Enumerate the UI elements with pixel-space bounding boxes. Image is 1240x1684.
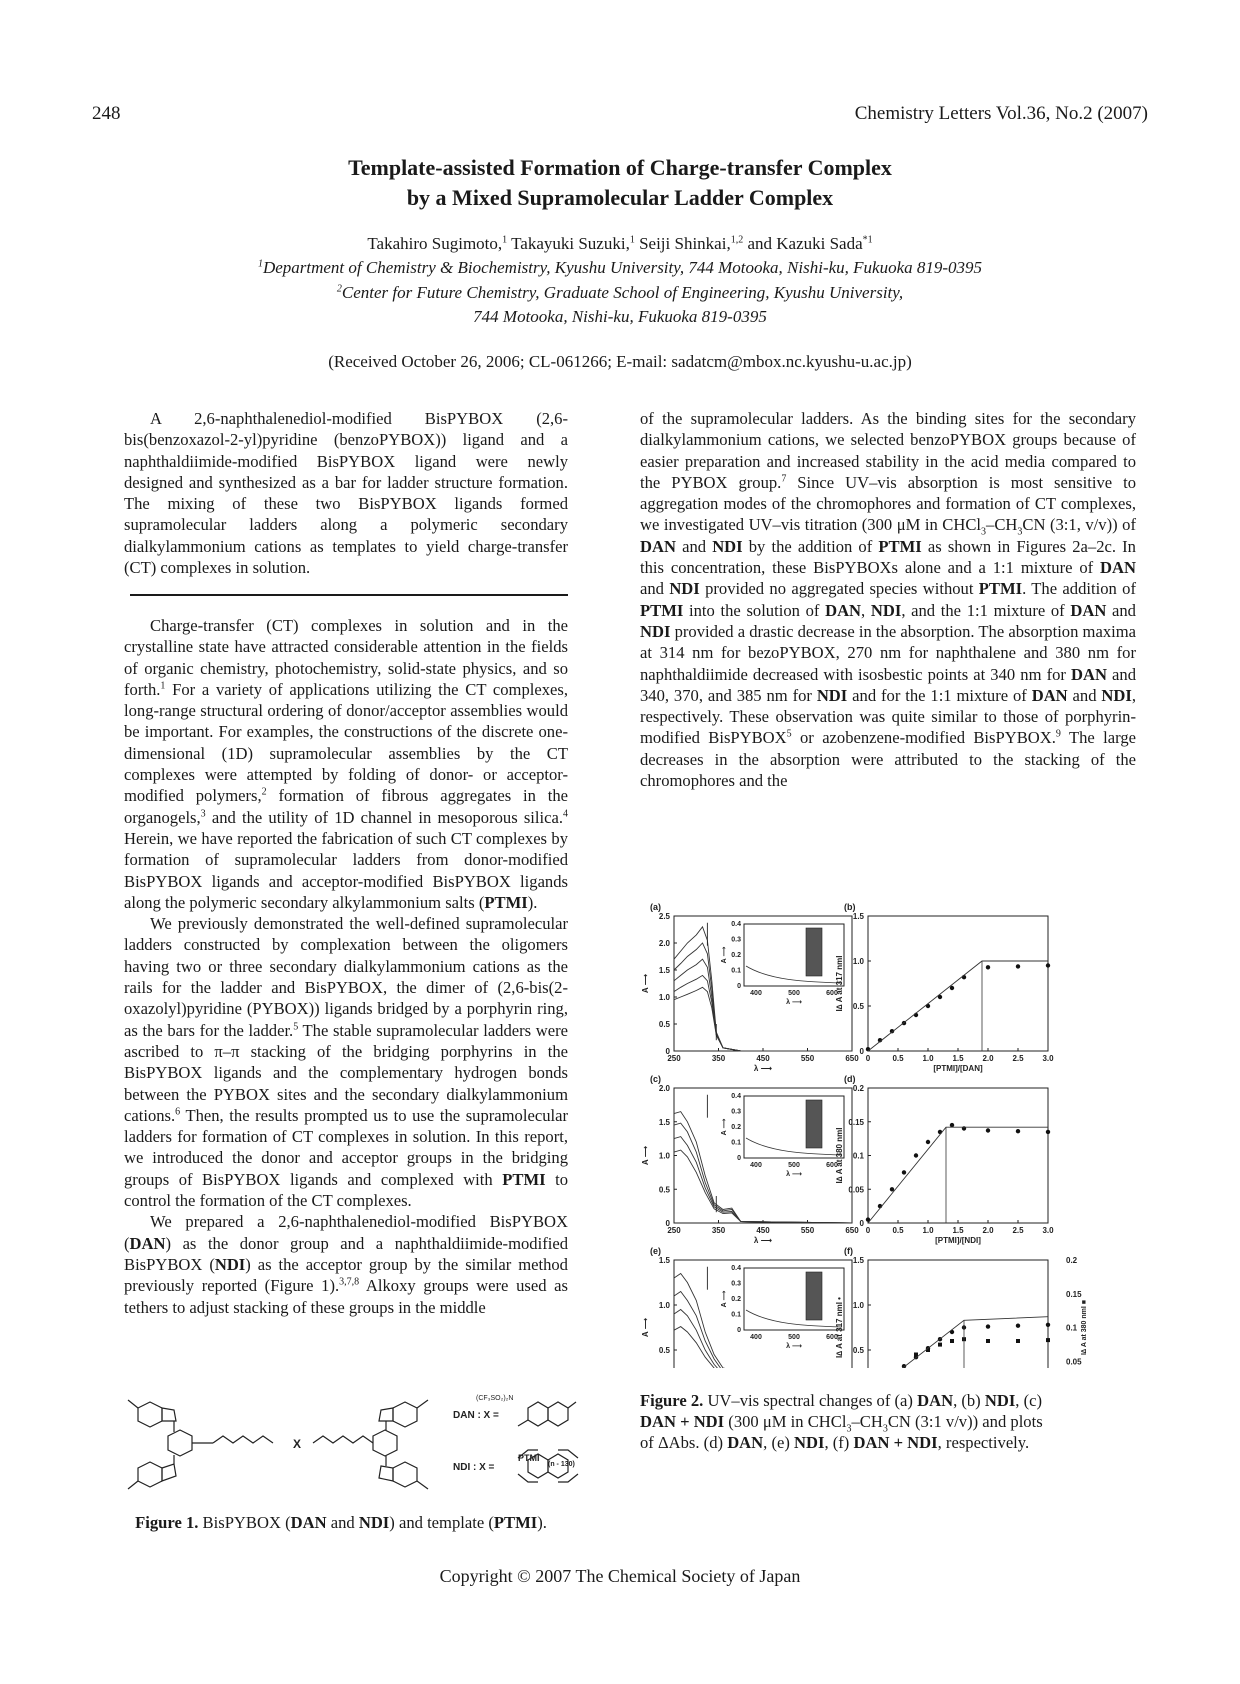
panel-2-inset-frame bbox=[744, 1096, 844, 1158]
panel-0-ylabel: A ⟶ bbox=[641, 973, 650, 994]
panel-3-xtick-label: 3.0 bbox=[1042, 1226, 1054, 1235]
aff-1-text: Department of Chemistry & Biochemistry, Kyushu University, 744 Motooka, Nishi-ku, Fukuoka 819-0395 bbox=[262, 258, 983, 277]
panel-0-xtick-label: 250 bbox=[667, 1054, 681, 1063]
copyright-footer: Copyright © 2007 The Chemical Society of Japan bbox=[439, 1566, 801, 1586]
panel-3-data-point bbox=[938, 1130, 942, 1134]
panel-1-xtick-label: 1.5 bbox=[952, 1054, 964, 1063]
panel-5-data-point bbox=[1016, 1324, 1020, 1328]
panel-2-ytick-label: 1.0 bbox=[658, 1151, 670, 1161]
figure-2-caption bbox=[640, 1390, 1136, 1453]
panel-3-ytick-label: 0.05 bbox=[848, 1185, 864, 1195]
panel-1-fit-line bbox=[868, 961, 1048, 1051]
panel-4-inset-xtick: 500 bbox=[788, 1334, 800, 1341]
panel-5-y2tick-label: 0.05 bbox=[1066, 1357, 1082, 1367]
panel-1-xtick-label: 3.0 bbox=[1042, 1054, 1054, 1063]
author-2-sup: 1 bbox=[629, 234, 635, 246]
aff-2-text: Center for Future Chemistry, Graduate School of Engineering, Kyushu University, bbox=[341, 283, 904, 302]
panel-0-inset-xlabel: λ ⟶ bbox=[786, 999, 802, 1006]
paragraph-right: of the supramolecular ladders. As the binding sites for the secondary dialkylammonium cations, we selected benzoPYBOX groups because of easier preparation and increased stability in the acid media compared to the PYBOX group.$^7$ Since UV–vis absorption is most sensitive to aggregation modes of the chromophores and formation of CT complexes, we investigated UV–vis titration (300 μM in $CHCl_3-CH_3CN$ (3:1, v/v)) of DAN and NDI by the addition of PTMI as shown in Figures 2a–2c. In this concentration, these BisPYBOXs alone and a 1:1 mixture of DAN and NDI provided no aggregated species without PTMI. The addition of PTMI into the solution of DAN, NDI, and the 1:1 mixture of DAN and NDI provided a drastic decrease in the absorption. The absorption maxima at 314 nm for bezoPYBOX, 270 nm for naphthalene and 380 nm for naphthaldiimide decreased with isosbestic points at 340 nm for DAN and 340, 370, and 385 nm for NDI and for the 1:1 mixture of DAN and NDI, respectively. These observation was quite similar to those of porphyrin-modified BisPYBOX$^5$ or azobenzene-modified BisPYBOX.$^9$ The large decreases in the absorption were attributed to the stacking of the chromophores and the bbox=[640, 409, 1137, 791]
panel-0-inset-frame bbox=[744, 924, 844, 986]
panel-5-data-point-2 bbox=[938, 1343, 942, 1347]
panel-3-ytick-label: 0 bbox=[859, 1219, 864, 1228]
panel-4-inset-ytick: 0 bbox=[737, 1327, 741, 1334]
panel-1-data-point bbox=[1016, 964, 1020, 968]
panel-0-inset-ytick: 0.4 bbox=[731, 921, 741, 928]
panel-2-inset-ytick: 0.4 bbox=[731, 1093, 741, 1100]
panel-0-inset-xtick: 600 bbox=[826, 990, 838, 997]
panel-5-label: (f) bbox=[844, 1246, 853, 1256]
journal-header: Chemistry Letters Vol.36, No.2 (2007) bbox=[854, 103, 1148, 124]
panel-3-data-point bbox=[950, 1123, 954, 1127]
author-3-sup: 1,2 bbox=[730, 234, 744, 246]
panel-3-xtick-label: 1.0 bbox=[922, 1226, 934, 1235]
panel-0-inset-photo bbox=[806, 928, 822, 976]
panel-0-ytick-label: 0 bbox=[665, 1047, 670, 1056]
panel-4-series-line bbox=[674, 1327, 852, 1368]
figure-1-svg bbox=[118, 1388, 598, 1510]
panel-5-frame bbox=[868, 1260, 1048, 1368]
panel-4-inset-ytick: 0.2 bbox=[731, 1296, 741, 1303]
author-4: and Kazuki Sada bbox=[743, 234, 863, 253]
affiliation-2 bbox=[0, 281, 1240, 305]
author-1: Takahiro Sugimoto, bbox=[367, 234, 503, 253]
panel-2-ylabel: A ⟶ bbox=[641, 1145, 650, 1166]
panel-0-ytick-label: 2.0 bbox=[658, 939, 670, 948]
panel-4-ytick-label: 0.5 bbox=[658, 1346, 670, 1355]
panel-2-xlabel: λ ⟶ bbox=[753, 1236, 773, 1245]
panel-3-xtick-label: 1.5 bbox=[952, 1226, 964, 1235]
paragraph-2: We previously demonstrated the well-defined supramolecular ladders constructed by complexation between the oligomers having two or three secondary dialkylammonium cations as the rails for the ladder and BisPYBOX, the dimer of (2,6-bis(2-oxazolyl)pyridine (PYBOX)) ligands bridged by a porphyrin ring, as the bars for the ladder.$^5$ The stable supramolecular ladders were ascribed to π–π stacking of the bridging porphyrins in the BisPYBOX ligands and the complementary hydrogen bonds between the PYBOX sites and the secondary dialkylammonium cations.$^6$ Then, the results prompted us to use the supramolecular ladders for formation of CT complexes in solution. In this report, we introduced the donor and acceptor groups in the bridging groups of BisPYBOX ligands and complexed with PTMI to control the formation of the CT complexes. bbox=[124, 914, 568, 1211]
panel-0-inset-xtick: 500 bbox=[788, 990, 800, 997]
panel-2-label: (c) bbox=[650, 1074, 661, 1084]
panel-3-data-point bbox=[1046, 1130, 1050, 1134]
panel-4-inset-ytick: 0.3 bbox=[731, 1280, 741, 1288]
panel-1-xtick-label: 0 bbox=[865, 1054, 871, 1063]
panel-2-ytick-label: 2.0 bbox=[658, 1084, 670, 1093]
panel-4-ytick-label: 1.5 bbox=[658, 1256, 670, 1265]
panel-3-ytick-label: 0.1 bbox=[852, 1151, 864, 1161]
figure-2 bbox=[636, 898, 1140, 1368]
ndi-label: NDI : X = bbox=[453, 1462, 495, 1473]
panel-5-data-point bbox=[1046, 1323, 1050, 1327]
aff-1-sup: 1 bbox=[257, 258, 263, 270]
figure-2-svg bbox=[636, 898, 1140, 1368]
panel-4-inset-frame bbox=[744, 1268, 844, 1330]
panel-3-ylabel: I∆ A at 380 nmI bbox=[835, 1127, 844, 1184]
panel-5-y2-label: I∆ A at 380 nmI ■ bbox=[1081, 1299, 1088, 1356]
panel-3-fit-line bbox=[868, 1127, 1048, 1223]
panel-4-inset-xtick: 400 bbox=[750, 1334, 762, 1341]
panel-2-ytick-label: 0.5 bbox=[658, 1185, 670, 1195]
panel-3-xtick-label: 2.0 bbox=[982, 1226, 994, 1235]
affiliation-1 bbox=[0, 256, 1240, 280]
panel-0-inset-xtick: 400 bbox=[750, 990, 762, 997]
panel-1-xlabel: [PTMI]/[DAN] bbox=[933, 1064, 983, 1073]
aff-2-sup: 2 bbox=[336, 283, 342, 295]
panel-1-xtick-label: 2.5 bbox=[1012, 1054, 1024, 1063]
panel-0-ytick-label: 0.5 bbox=[658, 1020, 670, 1029]
panel-1-xtick-label: 2.0 bbox=[982, 1054, 994, 1063]
panel-1-ylabel: I∆ A at 317 nmI bbox=[835, 955, 844, 1012]
abstract-divider bbox=[130, 594, 568, 596]
panel-5-ytick-label: 1.5 bbox=[852, 1256, 864, 1265]
panel-4-inset-ytick: 0.4 bbox=[731, 1265, 741, 1272]
panel-2-ytick-label: 1.5 bbox=[658, 1117, 670, 1127]
received-line: (Received October 26, 2006; CL-061266; E-mail: sadatcm@mbox.nc.kyushu-u.ac.jp) bbox=[328, 352, 912, 371]
panel-5-y2tick-label: 0.15 bbox=[1066, 1289, 1082, 1299]
panel-3-data-point bbox=[1016, 1129, 1020, 1133]
panel-0-series-line bbox=[674, 975, 852, 1051]
panel-1-label: (b) bbox=[844, 902, 856, 912]
panel-2-ytick-label: 0 bbox=[665, 1219, 670, 1228]
title-line-1: Template-assisted Formation of Charge-transfer Complex bbox=[348, 155, 892, 180]
panel-5-data-point-2 bbox=[986, 1339, 990, 1343]
panel-0-ytick-label: 2.5 bbox=[658, 912, 670, 921]
right-column bbox=[640, 408, 1136, 791]
fig2-caption-line1: Figure 2. UV–vis spectral changes of (a) DAN, (b) NDI, (c) bbox=[640, 1391, 1043, 1410]
x-label: X bbox=[293, 1437, 302, 1451]
panel-3-label: (d) bbox=[844, 1074, 856, 1084]
panel-5-fit-line bbox=[868, 1317, 1048, 1368]
panel-0-ytick-label: 1.5 bbox=[658, 966, 670, 975]
panel-3-data-point bbox=[926, 1140, 930, 1144]
panel-4-ylabel: A ⟶ bbox=[641, 1317, 650, 1338]
panel-4-inset-xtick: 600 bbox=[826, 1334, 838, 1341]
panel-1-ytick-label: 1.0 bbox=[852, 957, 864, 966]
panel-0-inset-ytick: 0.2 bbox=[731, 952, 741, 959]
panel-2-inset-photo bbox=[806, 1100, 822, 1148]
panel-0-inset-ytick: 0 bbox=[737, 983, 741, 990]
counterion: (CF₃SO₂)₂N bbox=[476, 1395, 514, 1402]
panel-5-y2tick-label: 0.1 bbox=[1066, 1323, 1078, 1333]
panel-0-inset-ytick: 0.3 bbox=[731, 936, 741, 944]
panel-1-ytick-label: 0.5 bbox=[852, 1002, 864, 1011]
panel-1-xtick-label: 1.0 bbox=[922, 1054, 934, 1063]
panel-2-inset-xlabel: λ ⟶ bbox=[786, 1171, 802, 1178]
panel-5-data-point-2 bbox=[1016, 1339, 1020, 1343]
panel-0-ytick-label: 1.0 bbox=[658, 993, 670, 1002]
panel-4-inset-ytick: 0.1 bbox=[731, 1311, 741, 1319]
panel-3-data-point bbox=[914, 1153, 918, 1157]
panel-2-inset-ytick: 0 bbox=[737, 1155, 741, 1162]
panel-4-inset-xlabel: λ ⟶ bbox=[786, 1343, 802, 1350]
dan-label: DAN : X = bbox=[453, 1410, 499, 1421]
figure-1-caption: Figure 1. BisPYBOX (DAN and NDI) and template (PTMI). bbox=[135, 1513, 547, 1532]
panel-0-xlabel: λ ⟶ bbox=[753, 1064, 773, 1073]
panel-3-data-point bbox=[986, 1128, 990, 1132]
ptmi-sub: (n - 130) bbox=[548, 1461, 575, 1468]
panel-2-xtick-label: 450 bbox=[756, 1226, 770, 1235]
panel-1-data-point bbox=[986, 965, 990, 969]
author-3: Seiji Shinkai, bbox=[634, 234, 731, 253]
fig2-caption-line3: of ΔAbs. (d) DAN, (e) NDI, (f) DAN + NDI, respectively. bbox=[640, 1433, 1030, 1452]
panel-2-inset-ytick: 0.1 bbox=[731, 1139, 741, 1147]
ptmi-label: PTMI bbox=[518, 1453, 540, 1463]
panel-3-xtick-label: 2.5 bbox=[1012, 1226, 1024, 1235]
panel-2-inset-xtick: 400 bbox=[750, 1162, 762, 1169]
panel-3-xtick-label: 0 bbox=[865, 1226, 871, 1235]
panel-0-inset-ytick: 0.1 bbox=[731, 967, 741, 975]
panel-5-ytick-label: 1.0 bbox=[852, 1301, 864, 1310]
author-4-sup: *1 bbox=[862, 234, 873, 246]
panel-5-data-point bbox=[986, 1324, 990, 1328]
panel-5-ylabel: I∆ A at 317 nmI • bbox=[835, 1297, 844, 1358]
panel-4-inset-photo bbox=[806, 1272, 822, 1320]
panel-5-data-point-2 bbox=[1046, 1338, 1050, 1342]
panel-0-label: (a) bbox=[650, 902, 661, 912]
panel-3-frame bbox=[868, 1088, 1048, 1223]
abstract-text: A 2,6-naphthalenediol-modified BisPYBOX (2,6-bis(benzoxazol-2-yl)pyridine (benzoPYBOX)) ligand and a naphthaldiimide-modified BisPYBOX ligand were newly designed and synthesized as a bar for ladder structure formation. The mixing of these two BisPYBOX ligands formed supramolecular ladders along a polymeric secondary dialkylammonium cations as templates to yield charge-transfer (CT) complexes in solution. bbox=[124, 409, 568, 578]
panel-5-data-point-2 bbox=[914, 1353, 918, 1357]
panel-1-data-point bbox=[1046, 963, 1050, 967]
panel-4-label: (e) bbox=[650, 1246, 661, 1256]
panel-2-inset-ytick: 0.3 bbox=[731, 1108, 741, 1116]
panel-5-y2tick-label: 0.2 bbox=[1066, 1256, 1078, 1265]
panel-2-inset-xtick: 500 bbox=[788, 1162, 800, 1169]
panel-3-ytick-label: 0.15 bbox=[848, 1117, 864, 1127]
author-2: Takayuki Suzuki, bbox=[507, 234, 630, 253]
panel-2-xtick-label: 650 bbox=[845, 1226, 859, 1235]
panel-2-inset-xtick: 600 bbox=[826, 1162, 838, 1169]
page-number: 248 bbox=[92, 103, 121, 124]
panel-1-frame bbox=[868, 916, 1048, 1051]
panel-2-inset-ytick: 0.2 bbox=[731, 1124, 741, 1131]
author-1-sup: 1 bbox=[502, 234, 508, 246]
panel-3-data-point bbox=[890, 1187, 894, 1191]
panel-3-data-point bbox=[902, 1170, 906, 1174]
panel-0-xtick-label: 450 bbox=[756, 1054, 770, 1063]
panel-4-ytick-label: 1.0 bbox=[658, 1301, 670, 1310]
panel-0-xtick-label: 650 bbox=[845, 1054, 859, 1063]
panel-5-data-point-2 bbox=[950, 1339, 954, 1343]
left-column bbox=[124, 615, 568, 1318]
panel-2-inset-ylabel: A ⟶ bbox=[721, 1118, 728, 1136]
authors bbox=[0, 232, 1240, 256]
paragraph-3: We prepared a 2,6-naphthalenediol-modified BisPYBOX (DAN) as the donor group and a naphthaldiimide-modified BisPYBOX (NDI) as the acceptor group by the similar method previously reported (Figure 1).$^{3,7,8}$ Alkoxy groups were used as tethers to adjust stacking of these groups in the middle bbox=[124, 1212, 568, 1317]
title-line-2: by a Mixed Supramolecular Ladder Complex bbox=[406, 185, 834, 210]
panel-1-ytick-label: 0 bbox=[859, 1047, 864, 1056]
panel-3-xtick-label: 0.5 bbox=[892, 1226, 904, 1235]
panel-4-inset-ylabel: A ⟶ bbox=[721, 1290, 728, 1308]
panel-2-xtick-label: 550 bbox=[800, 1226, 815, 1235]
affiliation-2-line-2: 744 Motooka, Nishi-ku, Fukuoka 819-0395 bbox=[473, 307, 767, 326]
panel-2-xtick-label: 250 bbox=[667, 1226, 681, 1235]
fig2-caption-line2: DAN + NDI (300 μM in $CHCl_3-CH_3CN$ (3:1 v/v)) and plots bbox=[640, 1412, 1043, 1435]
figure-1-structure bbox=[118, 1388, 598, 1510]
abstract bbox=[124, 408, 568, 578]
panel-5-ytick-label: 0.5 bbox=[852, 1346, 864, 1355]
panel-0-inset-ylabel: A ⟶ bbox=[721, 946, 728, 964]
panel-3-xlabel: [PTMI]/[NDI] bbox=[935, 1236, 981, 1245]
panel-1-xtick-label: 0.5 bbox=[892, 1054, 904, 1063]
panel-1-ytick-label: 1.5 bbox=[852, 912, 864, 921]
paragraph-1: Charge-transfer (CT) complexes in solution and in the crystalline state have attracted considerable attention in the fields of organic chemistry, photochemistry, solid-state physics, and so forth.$^1$ For a variety of applications utilizing the CT complexes, long-range structural ordering of donor/acceptor assemblies would be important. For examples, the constructions of the discrete one-dimensional (1D) supramolecular assemblies by the CT complexes were attempted by folding of donor- or acceptor-modified polymers,$^2$ formation of fibrous aggregates in the organogels,$^3$ and the utility of 1D channel in mesoporous silica.$^4$ Herein, we have reported the fabrication of such CT complexes by formation of supramolecular ladders from donor-modified BisPYBOX ligands and acceptor-modified BisPYBOX ligands along the polymeric secondary alkylammonium salts (PTMI). bbox=[124, 616, 568, 912]
panel-3-ytick-label: 0.2 bbox=[852, 1084, 864, 1093]
panel-0-xtick-label: 550 bbox=[800, 1054, 815, 1063]
fig1-caption-label: Figure 1. bbox=[135, 1513, 199, 1532]
panel-0-xtick-label: 350 bbox=[711, 1054, 726, 1063]
panel-2-xtick-label: 350 bbox=[711, 1226, 726, 1235]
